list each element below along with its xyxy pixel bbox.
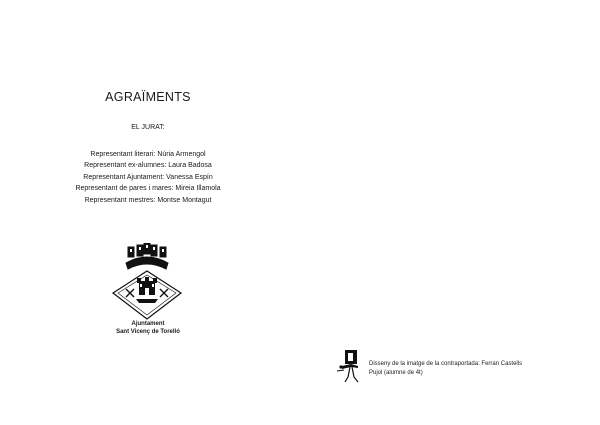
jury-member: Representant de pares i mares: Mireia Illamola: [75, 185, 221, 193]
jury-member: Representant mestres: Montse Montagut: [84, 196, 212, 204]
institution-line1: Ajuntament: [131, 321, 165, 327]
credit-line1: Disseny de la imatge de la contraportada: Ferran Castells: [369, 361, 523, 367]
institution-line2: Sant Vicenç de Torelló: [116, 329, 180, 335]
coat-of-arms-icon: [104, 243, 190, 321]
credit-text: [369, 360, 529, 377]
institution-name: [48, 320, 248, 336]
credit-line2: Pujol (alumne de 4t): [369, 369, 423, 376]
jury-member: Representant Ajuntament: Vanessa Espín: [83, 173, 213, 181]
jury-list: [48, 149, 248, 206]
person-with-box-icon: [336, 347, 366, 383]
page-title: AGRAÏMENTS: [105, 90, 191, 104]
jury-member: Representant literari: Núria Armengol: [90, 151, 206, 158]
jury-member: Representant ex-alumnes: Laura Badosa: [84, 162, 212, 170]
jury-heading: EL JURAT:: [131, 124, 165, 131]
